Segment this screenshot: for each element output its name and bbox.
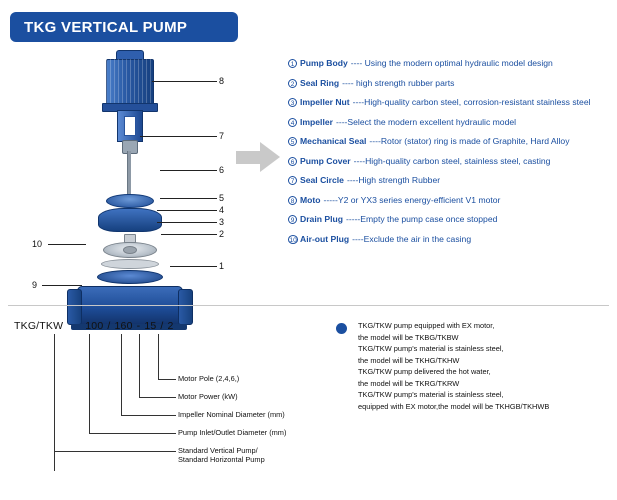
callout-2: 2 <box>219 229 225 239</box>
legend-name-8: Moto <box>300 194 321 205</box>
seal-circle-shape <box>106 194 154 208</box>
legend-number-9: 9 <box>288 214 300 223</box>
leader-line-2 <box>161 234 217 235</box>
note-line: the model will be TKRG/TKRW <box>358 378 460 388</box>
model-series: TKG/TKW <box>14 320 64 332</box>
legend-item <box>288 214 608 225</box>
leader-line-5 <box>160 198 217 199</box>
elbow-line-series <box>54 451 176 452</box>
model-diameter: 160 <box>114 320 133 332</box>
model-variants-notes <box>330 320 610 412</box>
note-line: the model will be TKBG/TKBW <box>358 332 459 342</box>
legend-name-10: Air-out Plug <box>300 233 350 244</box>
parts-legend-list <box>288 58 608 253</box>
section-divider <box>8 305 609 306</box>
elbow-line-impeller <box>121 415 176 416</box>
callout-4: 4 <box>219 205 225 215</box>
legend-number-10: 10 <box>289 236 297 244</box>
legend-item <box>288 156 608 167</box>
seal-ring-gasket-shape <box>101 259 159 269</box>
annotation-motor-power: Motor Power (kW) <box>178 392 238 401</box>
callout-10: 10 <box>32 239 43 249</box>
legend-number-5: 5 <box>288 136 300 145</box>
legend-number-8: 8 <box>288 195 300 204</box>
legend-desc-8: -----Y2 or YX3 series energy-efficient V1 motor <box>323 194 501 205</box>
drop-line-power <box>139 334 140 397</box>
drop-line-pole <box>158 334 159 379</box>
arrow-tail <box>236 151 262 164</box>
leader-line-1 <box>170 266 217 267</box>
legend-number-1: 1 <box>288 58 300 67</box>
bullet-icon <box>336 323 347 334</box>
callout-8: 8 <box>219 76 225 86</box>
callout-7: 7 <box>219 131 225 141</box>
motor-fins-shape <box>106 59 152 103</box>
casing-ring-shape <box>97 270 163 284</box>
page-title: TKG VERTICAL PUMP <box>24 18 188 36</box>
leader-line-9 <box>42 285 82 286</box>
annotation-motor-pole: Motor Pole (2,4,6,) <box>178 374 240 383</box>
note-line: TKG/TKW pump's material is stainless steel, <box>358 390 504 399</box>
callout-6: 6 <box>219 165 225 175</box>
legend-name-1: Pump Body <box>300 58 348 68</box>
elbow-line-pole <box>158 379 176 380</box>
legend-item <box>288 117 608 128</box>
legend-name-5: Mechanical Seal <box>300 136 367 146</box>
leader-line-4 <box>157 210 217 211</box>
legend-desc-5: ----Rotor (stator) ring is made of Graphite, Hard Alloy <box>369 136 570 146</box>
note-line: TKG/TKW pump equipped with EX motor, <box>358 321 495 330</box>
legend-desc-10: ----Exclude the air in the casing <box>352 233 472 244</box>
annotation-standard-horizontal: Standard Horizontal Pump <box>178 455 265 464</box>
drop-line-inlet <box>89 334 90 433</box>
legend-desc-6: ----High-quality carbon steel, stainless steel, casting <box>353 155 551 166</box>
model-code-line <box>14 320 178 332</box>
callout-9: 9 <box>32 280 38 290</box>
legend-item <box>288 195 608 206</box>
note-line: the model will be TKHG/TKHW <box>358 355 460 365</box>
model-sep-2: - <box>136 320 141 332</box>
model-sep-1: / <box>107 320 111 332</box>
legend-number-6: 6 <box>288 156 300 165</box>
elbow-line-power <box>139 397 176 398</box>
legend-desc-9: -----Empty the pump case once stopped <box>345 214 498 224</box>
pump-cover-shape <box>98 208 162 232</box>
annotation-inlet-diameter: Pump Inlet/Outlet Diameter (mm) <box>178 428 287 437</box>
elbow-line-inlet <box>89 433 176 434</box>
legend-desc-1: ---- Using the modern optimal hydraulic model design <box>350 58 553 68</box>
leader-line-3 <box>157 222 217 223</box>
note-line: TKG/TKW pump delivered the hot water, <box>358 367 491 376</box>
legend-number-7: 7 <box>288 175 300 184</box>
legend-desc-4: ----Select the modern excellent hydraulic model <box>335 116 517 127</box>
legend-item <box>288 136 608 147</box>
legend-item <box>288 97 608 108</box>
callout-1: 1 <box>219 261 225 271</box>
legend-desc-3: ----High-quality carbon steel, corrosion-resistant stainless steel <box>352 97 591 107</box>
legend-number-4: 4 <box>288 117 300 126</box>
pump-exploded-diagram <box>20 48 250 298</box>
leader-line-6 <box>160 170 217 171</box>
callout-5: 5 <box>219 193 225 203</box>
model-code-diagram <box>14 314 314 489</box>
model-impeller: 15 <box>144 320 157 332</box>
legend-number-2: 2 <box>288 78 300 87</box>
page-title-banner <box>10 12 238 42</box>
arrow-icon <box>236 142 280 172</box>
legend-name-9: Drain Plug <box>300 214 343 224</box>
legend-name-3: Impeller Nut <box>300 97 350 107</box>
leader-line-10 <box>48 244 86 245</box>
legend-desc-2: ---- high strength rubber parts <box>342 77 455 88</box>
legend-number-3: 3 <box>288 97 300 106</box>
arrow-head <box>260 142 280 172</box>
leader-line-7 <box>140 136 217 137</box>
legend-name-7: Seal Circle <box>300 175 344 185</box>
model-pole: 2 <box>167 320 174 332</box>
annotation-standard-vertical: Standard Vertical Pump/ <box>178 446 258 455</box>
legend-name-2: Seal Ring <box>300 77 340 88</box>
legend-item <box>288 58 608 69</box>
legend-name-6: Pump Cover <box>300 155 351 166</box>
annotation-impeller-diameter: Impeller Nominal Diameter (mm) <box>178 410 285 419</box>
callout-3: 3 <box>219 217 225 227</box>
legend-item <box>288 175 608 186</box>
impeller-hub-shape <box>123 246 137 254</box>
note-line: TKG/TKW pump's material is stainless steel, <box>358 344 504 353</box>
legend-item <box>288 78 608 89</box>
note-line: equipped with EX motor,the model will be TKHGB/TKHWB <box>358 401 550 411</box>
lantern-window-shape <box>124 116 136 136</box>
drop-line-impeller <box>121 334 122 415</box>
model-sep-3: / <box>160 320 164 332</box>
notes-body <box>358 320 610 412</box>
legend-item <box>288 234 608 245</box>
shaft-shape <box>127 151 131 195</box>
legend-name-4: Impeller <box>300 116 333 127</box>
leader-line-8 <box>152 81 217 82</box>
legend-desc-7: ----High strength Rubber <box>346 175 441 185</box>
model-power: 100 <box>85 320 104 332</box>
